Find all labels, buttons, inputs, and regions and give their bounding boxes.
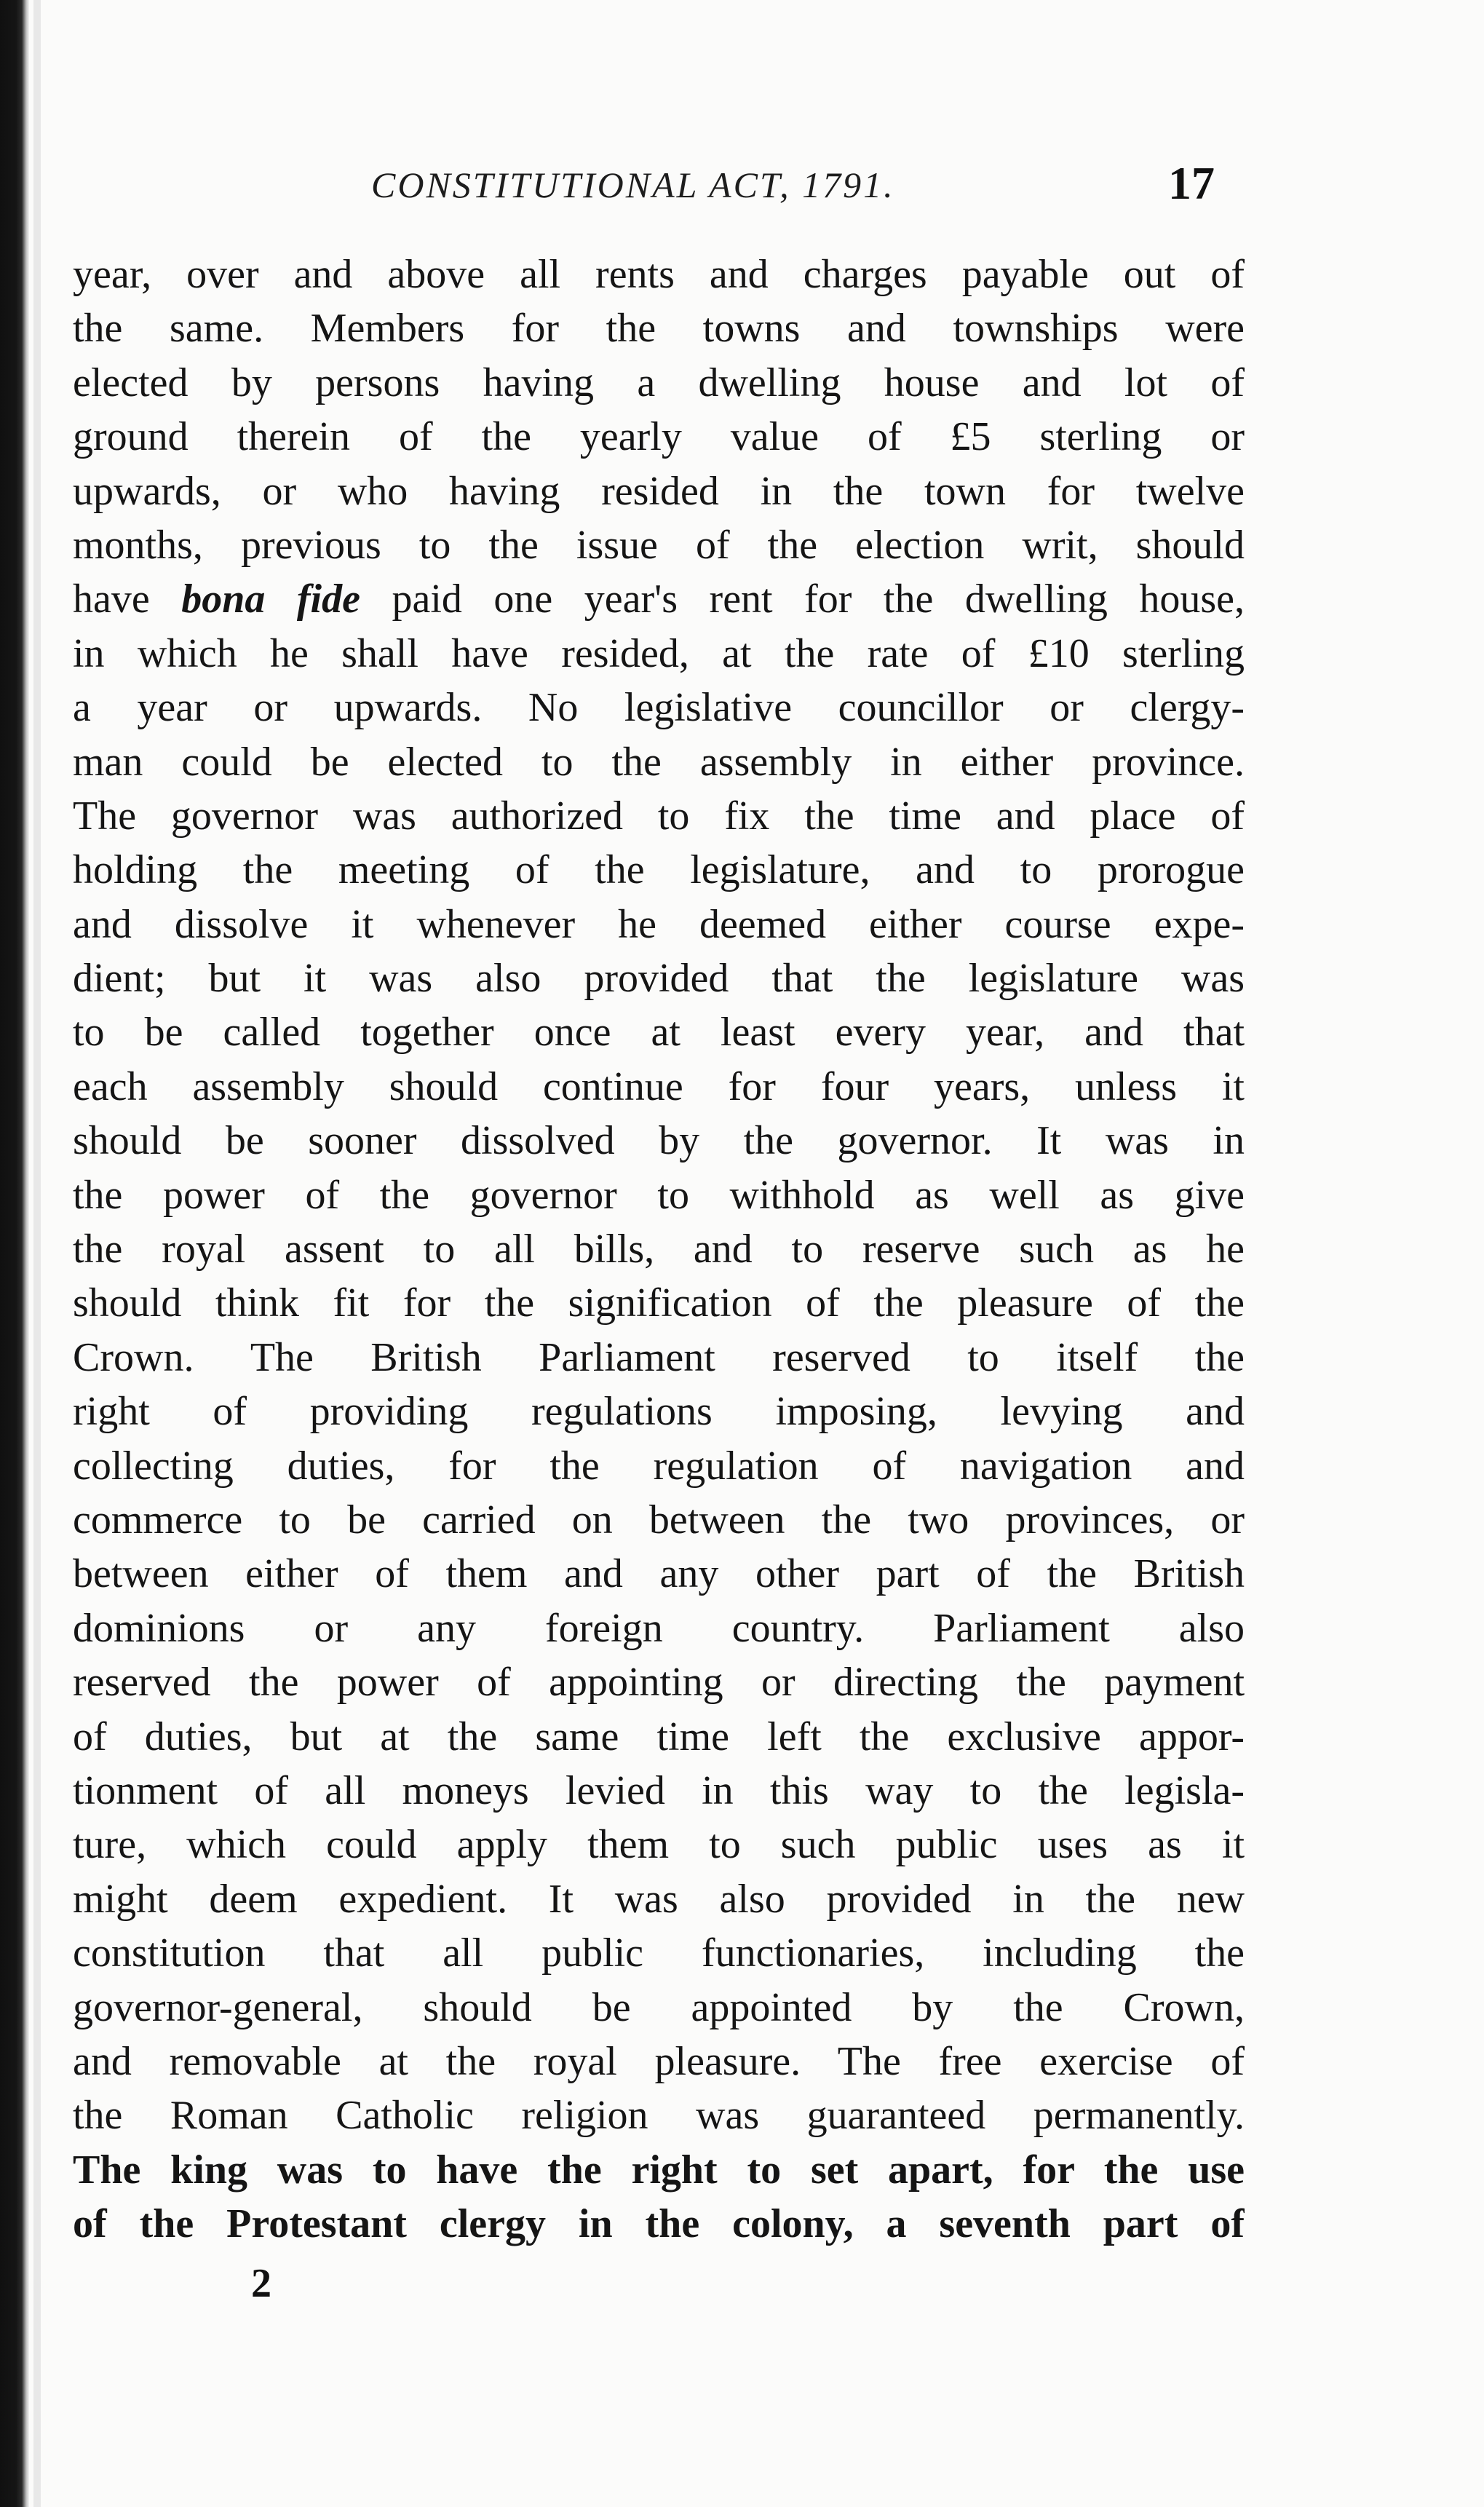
signature-mark: 2: [251, 2261, 271, 2306]
text-line: constitution that all public functionaries, including the: [73, 1930, 1245, 1976]
text-line: collecting duties, for the regulation of navigation and: [73, 1443, 1245, 1489]
text-line: and removable at the royal pleasure. The free exercise of: [73, 2038, 1245, 2084]
text-line: ground therein of the yearly value of £5 sterling or: [73, 414, 1245, 460]
text-line: should be sooner dissolved by the governor. It was in: [73, 1118, 1245, 1164]
text-line: the Roman Catholic religion was guaranteed permanently.: [73, 2093, 1245, 2139]
page-edge-strip: [33, 0, 41, 2507]
text-line: The governor was authorized to fix the time and place of: [73, 793, 1245, 839]
text-line: to be called together once at least every year, and that: [73, 1010, 1245, 1056]
text-line: of duties, but at the same time left the exclusive appor-: [73, 1714, 1245, 1759]
text-line: dient; but it was also provided that the legislature was: [73, 956, 1245, 1002]
text-line: The king was to have the right to set apart, for the use: [73, 2147, 1245, 2193]
page-number: 17: [1168, 157, 1215, 209]
running-title: CONSTITUTIONAL ACT, 1791.: [371, 165, 895, 205]
text-line: a year or upwards. No legislative councillor or clergy-: [73, 685, 1245, 731]
text-line: reserved the power of appointing or directing the payment: [73, 1660, 1245, 1706]
text-line: might deem expedient. It was also provided in the new: [73, 1876, 1245, 1922]
text-line: between either of them and any other part of the British: [73, 1551, 1245, 1597]
text-line: each assembly should continue for four years, unless it: [73, 1064, 1245, 1109]
italic-phrase: bona fide: [181, 577, 360, 622]
text-line: dominions or any foreign country. Parliament also: [73, 1605, 1245, 1651]
text-line-with-italic: [73, 572, 1245, 626]
text-line: ture, which could apply them to such public uses as it: [73, 1822, 1245, 1868]
text-line: the power of the governor to withhold as well as give: [73, 1172, 1245, 1218]
body-text: [73, 247, 1245, 2251]
text-line: year, over and above all rents and charges payable out of: [73, 252, 1245, 297]
text-line: tionment of all moneys levied in this way to the legisla-: [73, 1767, 1245, 1813]
text-line: man could be elected to the assembly in either province.: [73, 739, 1245, 785]
text-line: should think fit for the signification of the pleasure of the: [73, 1280, 1245, 1326]
text-line: and dissolve it whenever he deemed either course expe-: [73, 901, 1245, 947]
text-line: the royal assent to all bills, and to reserve such as he: [73, 1227, 1245, 1272]
text-fragment: paid one year's rent for the dwelling house,: [392, 577, 1245, 622]
text-line: the same. Members for the towns and townships were: [73, 306, 1245, 352]
text-line: in which he shall have resided, at the rate of £10 sterling: [73, 630, 1245, 676]
page-gutter-shadow: [0, 0, 29, 2507]
text-fragment: have: [73, 577, 150, 622]
text-line: commerce to be carried on between the two provinces, or: [73, 1497, 1245, 1542]
text-line: months, previous to the issue of the election writ, should: [73, 522, 1245, 568]
running-head: [0, 157, 1484, 222]
text-line: Crown. The British Parliament reserved to itself the: [73, 1334, 1245, 1380]
text-line: holding the meeting of the legislature, and to prorogue: [73, 847, 1245, 893]
text-line: governor-general, should be appointed by the Crown,: [73, 1984, 1245, 2030]
text-line: upwards, or who having resided in the town for twelve: [73, 468, 1245, 514]
text-line: elected by persons having a dwelling house and lot of: [73, 360, 1245, 405]
text-line: of the Protestant clergy in the colony, a seventh part of: [73, 2201, 1245, 2247]
text-line: right of providing regulations imposing, levying and: [73, 1389, 1245, 1435]
